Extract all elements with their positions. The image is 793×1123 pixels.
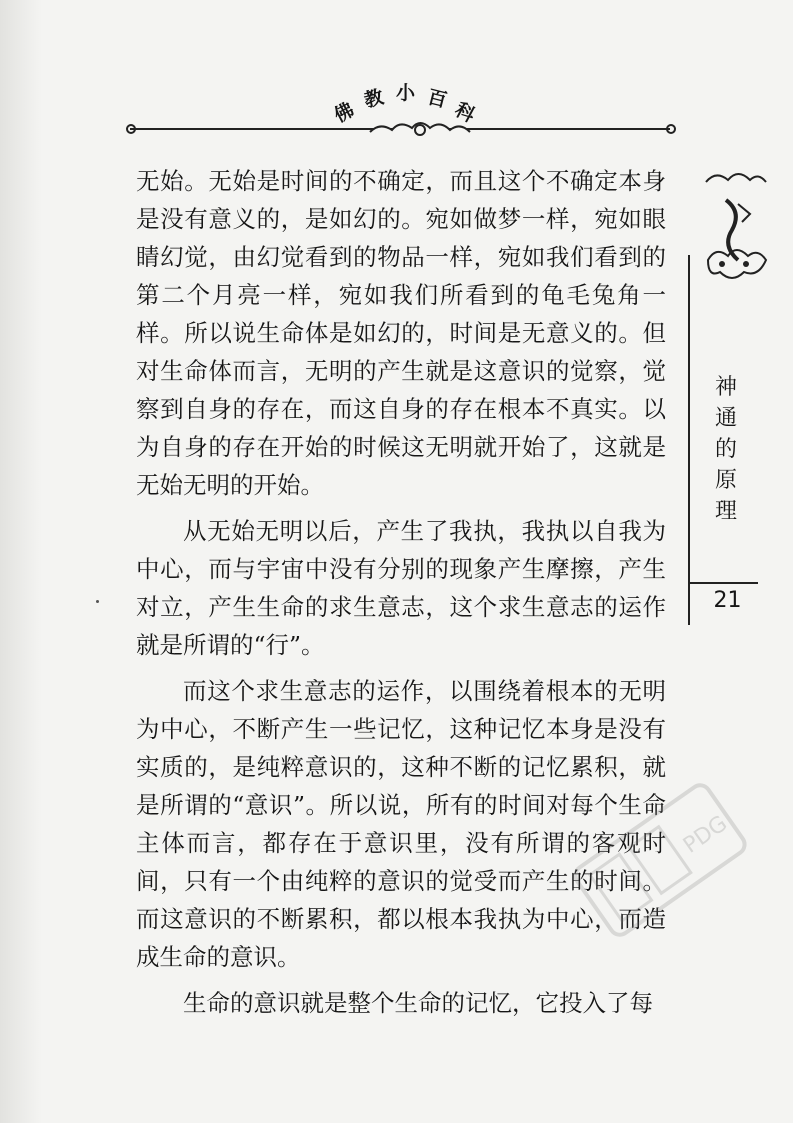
sidebar-rule bbox=[688, 255, 690, 625]
paragraph: 而这个求生意志的运作，以围绕着根本的无明为中心，不断产生一些记忆，这种记忆本身是没有实质的，是纯粹意识的，这种不断的记忆累积，就是所谓的“意识”。所以说，所有的时间对每个生命主体而言，都存在于意识里，没有所谓的客观时间，只有一个由纯粹的意识的觉受而产生的时间。而这意识的不断累积，都以根本我执为中心，而造成生命的意识。 bbox=[136, 677, 666, 971]
page-number: 21 bbox=[713, 588, 742, 613]
paragraph: 从无始无明以后，产生了我执，我执以自我为中心，而与宇宙中没有分别的现象产生摩擦，产生对立，产生生命的求生意志，这个求生意志的运作就是所谓的“行”。 bbox=[136, 517, 666, 659]
paragraph: 无始。无始是时间的不确定，而且这个不确定本身是没有意义的，是如幻的。宛如做梦一样，宛如眼睛幻觉，由幻觉看到的物品一样，宛如我们看到的第二个月亮一样，宛如我们所看到的龟毛兔角一样。所以说生命体是如幻的，时间是无意义的。但对生命体而言，无明的产生就是这意识的觉察，觉察到自身的存在，而这自身的存在根本不真实。以为自身的存在开始的时候这无明就开始了，这就是无始无明的开始。 bbox=[136, 167, 666, 499]
header-title-char: 教 bbox=[361, 85, 386, 112]
paragraph: 生命的意识就是整个生命的记忆，它投入了每 bbox=[183, 989, 653, 1017]
rule-end-left-icon bbox=[124, 122, 138, 136]
cloud-ornament-icon bbox=[360, 118, 480, 140]
page-edge-shadow bbox=[0, 0, 42, 1123]
section-title bbox=[706, 372, 746, 527]
header-title-char: 小 bbox=[396, 82, 416, 104]
section-title-char: 理 bbox=[714, 499, 737, 524]
page-number-rule bbox=[688, 582, 758, 584]
watermark-stamp bbox=[560, 760, 760, 960]
dragon-cloud-ornament-icon bbox=[698, 160, 770, 310]
header-title-char: 佛 bbox=[330, 98, 358, 128]
rule-end-right-icon bbox=[664, 122, 678, 136]
section-title-char: 通 bbox=[714, 406, 737, 431]
header-title-char: 百 bbox=[425, 85, 450, 112]
section-title-char: 神 bbox=[714, 375, 737, 400]
watermark-text: PDG bbox=[678, 811, 732, 859]
section-title-char: 原 bbox=[714, 468, 737, 493]
section-title-char: 的 bbox=[714, 437, 737, 462]
print-speck bbox=[96, 600, 99, 603]
header-title-char: 科 bbox=[451, 98, 479, 128]
running-header bbox=[130, 70, 675, 140]
header-title bbox=[330, 76, 490, 128]
